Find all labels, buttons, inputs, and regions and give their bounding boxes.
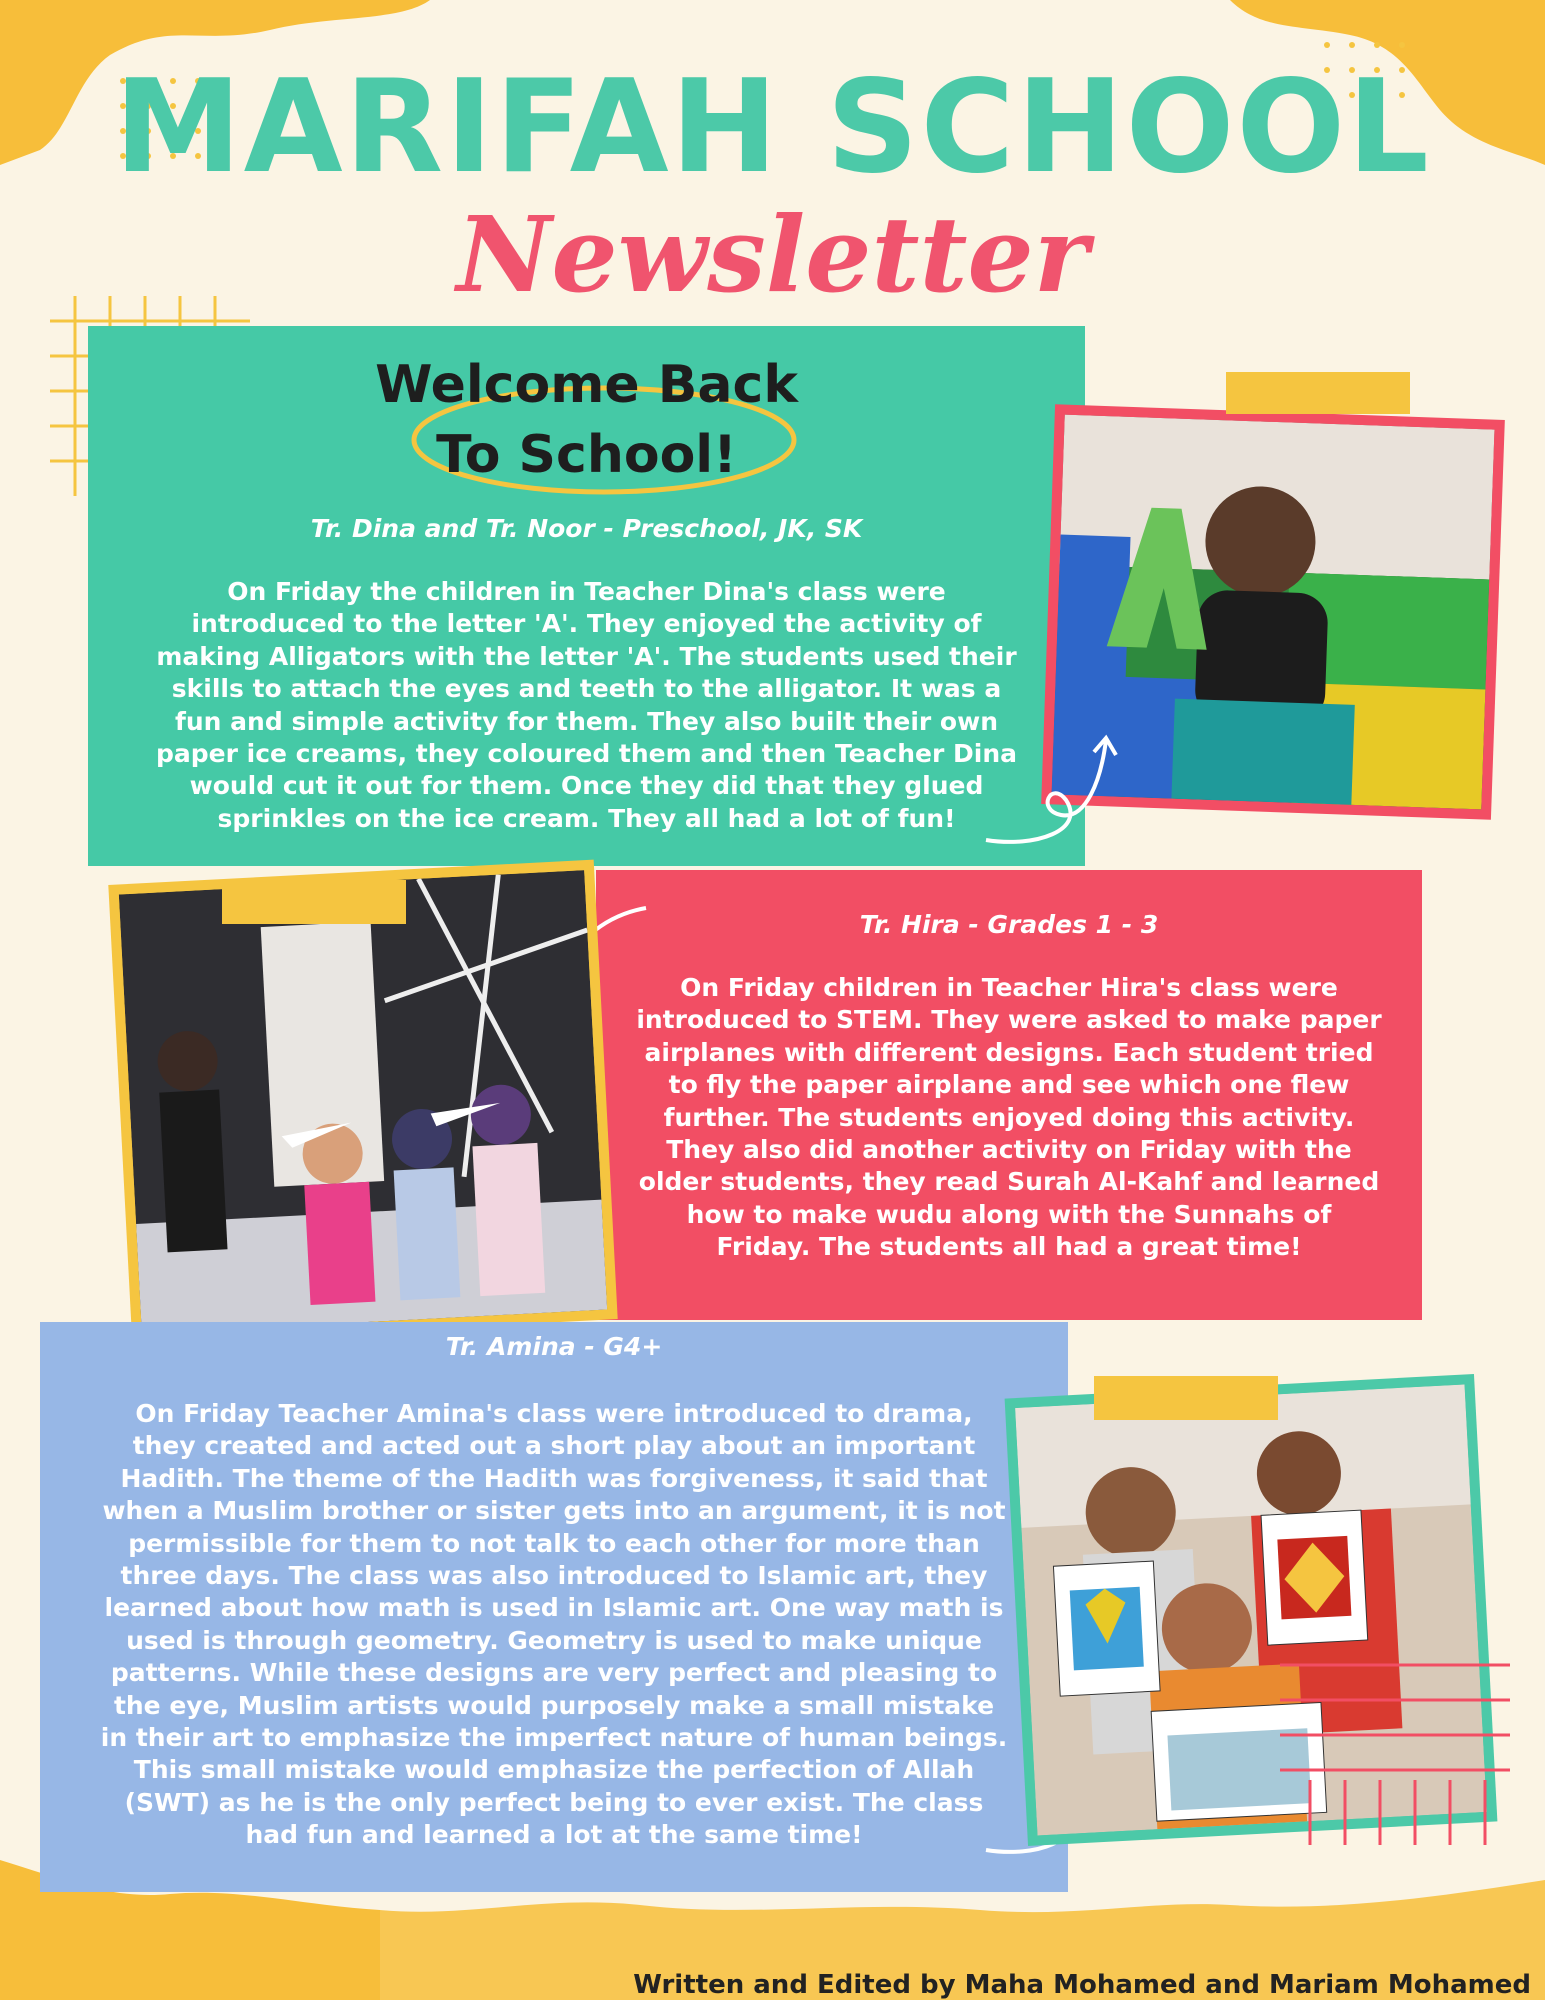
section3-body-line: in their art to emphasize the imperfect nature of human beings.: [100, 1723, 1008, 1753]
section2-body-line: On Friday children in Teacher Hira's class were: [680, 973, 1338, 1002]
section3-body-line: (SWT) as he is the only perfect being to ever exist. The class: [124, 1787, 984, 1817]
section1-body-line: would cut it out for them. Once they did that they glued: [189, 771, 984, 801]
section2-body: [596, 972, 1422, 1264]
grades-1-3-panel: [596, 870, 1422, 1320]
section3-body-line: patterns. While these designs are very perfect and pleasing to: [110, 1658, 998, 1688]
section3-body-line: three days. The class was also introduced to Islamic art, they: [120, 1561, 988, 1591]
section1-body-line: making Alligators with the letter 'A'. The students used their: [156, 641, 1017, 671]
section1-body: [88, 576, 1085, 835]
section2-body-line: Friday. The students all had a great time!: [716, 1232, 1302, 1262]
section3-teacher-heading: Tr. Amina - G4+: [445, 1332, 663, 1361]
tape-icon: [222, 880, 406, 924]
section2-body-line: how to make wudu along with the Sunnahs of: [686, 1199, 1332, 1229]
section3-body-line: Hadith. The theme of the Hadith was forgiveness, it said that: [120, 1463, 988, 1493]
section1-body-line: skills to attach the eyes and teeth to the alligator. It was a: [171, 674, 1002, 704]
grid-decoration-icon: [1280, 1650, 1510, 1850]
section3-body-line: used is through geometry. Geometry is used to make unique: [126, 1625, 982, 1655]
welcome-panel: [88, 326, 1085, 866]
section3-body: [40, 1398, 1068, 1852]
section2-body-line: They also did another activity on Friday with the: [666, 1135, 1352, 1165]
section1-body-line: fun and simple activity for them. They also built their own: [175, 706, 998, 736]
section3-body-line: when a Muslim brother or sister gets into an argument, it is not: [102, 1496, 1006, 1526]
section1-body-line: sprinkles on the ice cream. They all had a lot of fun!: [217, 803, 956, 833]
photo-paper-airplanes: [108, 860, 617, 1345]
welcome-title-line1: Welcome Back: [375, 355, 798, 415]
welcome-title-line2: To School!: [436, 425, 737, 485]
section1-teacher-heading: Tr. Dina and Tr. Noor - Preschool, JK, SK: [310, 514, 863, 543]
grade-4-plus-panel: [40, 1322, 1068, 1892]
section3-body-line: had fun and learned a lot at the same time!: [245, 1820, 863, 1850]
section1-body-line: On Friday the children in Teacher Dina's class were: [227, 577, 946, 606]
section3-body-line: learned about how math is used in Islamic art. One way math is: [104, 1593, 1004, 1623]
section3-body-line: permissible for them to not talk to each other for more than: [128, 1528, 980, 1558]
section2-body-line: to fly the paper airplane and see which one flew: [668, 1070, 1350, 1100]
section3-body-line: they created and acted out a short play about an important: [132, 1431, 976, 1461]
section3-body-line: On Friday Teacher Amina's class were introduced to drama,: [135, 1399, 973, 1428]
section2-body-line: introduced to STEM. They were asked to make paper: [636, 1005, 1382, 1035]
section1-body-line: paper ice creams, they coloured them and then Teacher Dina: [155, 739, 1017, 769]
section1-body-line: introduced to the letter 'A'. They enjoyed the activity of: [191, 609, 982, 639]
school-name-title: MARIFAH SCHOOL: [114, 53, 1431, 202]
section2-body-line: further. The students enjoyed doing this activity.: [663, 1102, 1355, 1132]
newsletter-subtitle: Newsletter: [456, 193, 1089, 316]
tape-icon: [1094, 1376, 1278, 1420]
section2-body-line: airplanes with different designs. Each student tried: [644, 1037, 1374, 1067]
section3-body-line: the eye, Muslim artists would purposely make a small mistake: [113, 1690, 995, 1720]
curly-arrow-icon: [976, 730, 1126, 850]
section2-body-line: older students, they read Surah Al-Kahf and learned: [638, 1167, 1380, 1197]
section2-teacher-heading: Tr. Hira - Grades 1 - 3: [859, 910, 1159, 939]
tape-icon: [1226, 372, 1410, 414]
footer-credit: Written and Edited by Maha Mohamed and Mariam Mohamed: [633, 1970, 1531, 2000]
section3-body-line: This small mistake would emphasize the perfection of Allah: [133, 1755, 975, 1785]
